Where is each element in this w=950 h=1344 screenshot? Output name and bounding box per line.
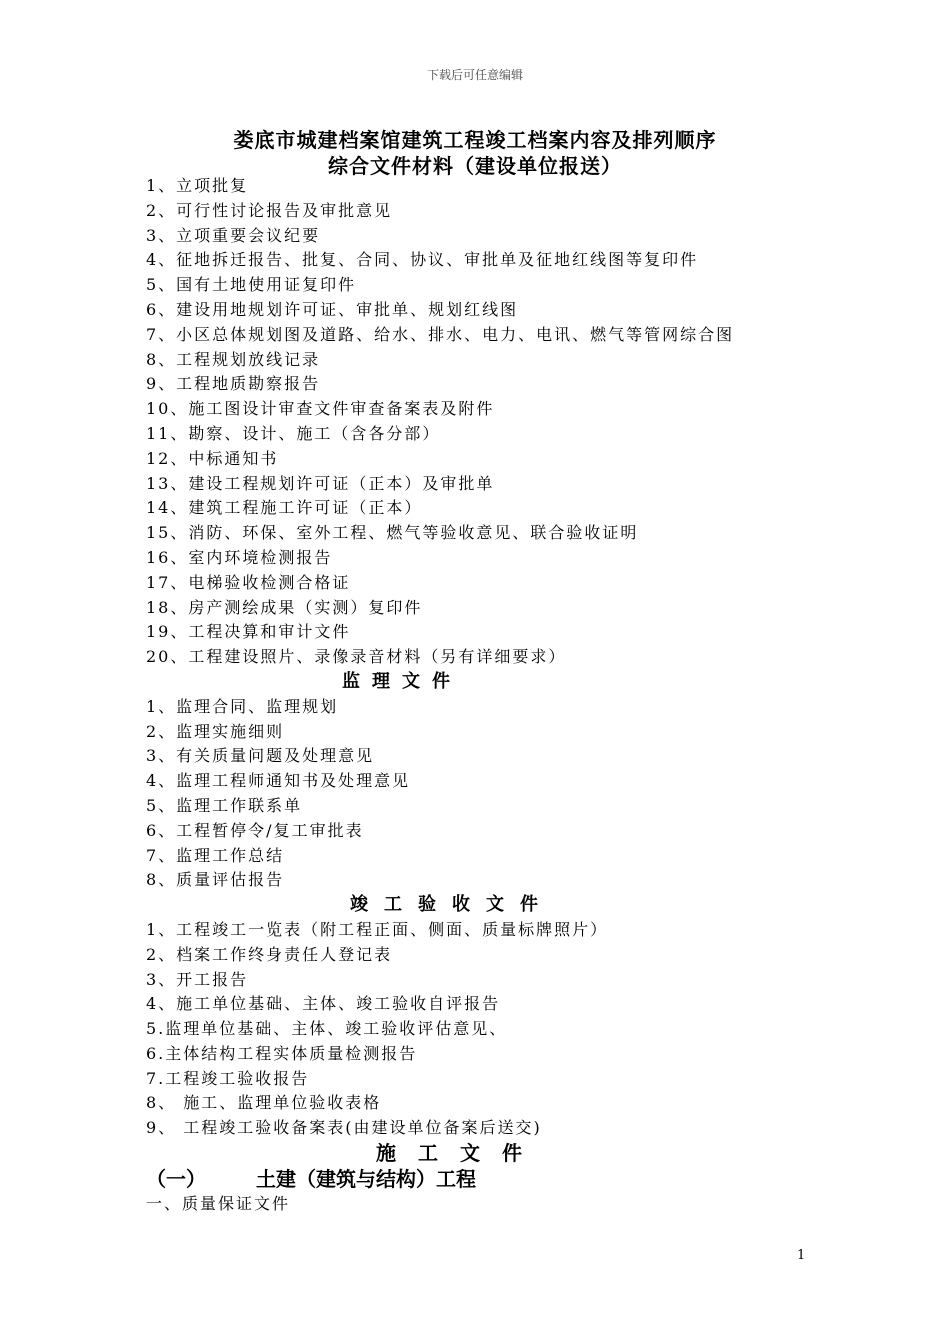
list-item: 8、质量评估报告: [146, 870, 285, 890]
list-item: 20、工程建设照片、录像录音材料（另有详细要求）: [146, 647, 567, 667]
list-item: 4、征地拆迁报告、批复、合同、协议、审批单及征地红线图等复印件: [146, 250, 699, 270]
document-title: 娄底市城建档案馆建筑工程竣工档案内容及排列顺序: [233, 128, 717, 152]
construction-subheading: [146, 1166, 846, 1192]
list-item: 5、国有土地使用证复印件: [146, 275, 357, 295]
list-item: 3、有关质量问题及处理意见: [146, 746, 375, 766]
list-item: 18、房产测绘成果（实测）复印件: [146, 597, 423, 617]
list-item: 17、电梯验收检测合格证: [146, 572, 351, 592]
comprehensive-list: [146, 174, 846, 670]
list-item: 3、开工报告: [146, 969, 249, 989]
supervision-heading: 监理文件: [342, 670, 462, 692]
document-body: [146, 174, 846, 1217]
supervision-list: [146, 695, 846, 893]
list-item: 2、档案工作终身责任人登记表: [146, 944, 393, 964]
list-item: 14、建筑工程施工许可证（正本）: [146, 498, 423, 518]
list-item: 3、立项重要会议纪要: [146, 225, 321, 245]
list-item: 12、中标通知书: [146, 448, 279, 468]
completion-list: [146, 918, 846, 1141]
subheading-number: （一）: [146, 1166, 206, 1191]
list-item: 6.主体结构工程实体质量检测报告: [146, 1043, 418, 1063]
list-item: 2、可行性讨论报告及审批意见: [146, 200, 393, 220]
list-item: 9、工程地质勘察报告: [146, 374, 321, 394]
list-item: 16、室内环境检测报告: [146, 547, 333, 567]
list-item: 6、工程暂停令/复工审批表: [146, 820, 364, 840]
list-item: 9、 工程竣工验收备案表(由建设单位备案后送交): [146, 1118, 542, 1138]
list-item: 7、小区总体规划图及道路、给水、排水、电力、电讯、燃气等管网综合图: [146, 324, 735, 344]
list-item: 7、监理工作总结: [146, 845, 285, 865]
list-item: 1、工程竣工一览表（附工程正面、侧面、质量标牌照片）: [146, 919, 609, 939]
list-item: 8、工程规划放线记录: [146, 349, 321, 369]
document-subtitle: 综合文件材料（建设单位报送）: [328, 154, 622, 178]
construction-heading: 施工文件: [376, 1141, 544, 1166]
list-item: 4、监理工程师通知书及处理意见: [146, 771, 411, 791]
subheading-title: 土建（建筑与结构）工程: [256, 1166, 476, 1191]
page-number: 1: [797, 1248, 806, 1263]
list-item: 一、质量保证文件: [146, 1193, 291, 1213]
list-item: 5.监理单位基础、主体、竣工验收评估意见、: [146, 1019, 508, 1039]
list-item: 7.工程竣工验收报告: [146, 1068, 310, 1088]
list-item: 2、监理实施细则: [146, 721, 285, 741]
list-item: 13、建设工程规划许可证（正本）及审批单: [146, 473, 495, 493]
list-item: 15、消防、环保、室外工程、燃气等验收意见、联合验收证明: [146, 523, 639, 543]
list-item: 1、监理合同、监理规划: [146, 696, 339, 716]
list-item: 5、监理工作联系单: [146, 795, 303, 815]
page-header: 下载后可任意编辑: [426, 68, 523, 82]
list-item: 8、 施工、监理单位验收表格: [146, 1093, 382, 1113]
list-item: 10、施工图设计审查文件审查备案表及附件: [146, 399, 495, 419]
completion-heading: 竣工验收文件: [350, 894, 554, 916]
list-item: 4、施工单位基础、主体、竣工验收自评报告: [146, 994, 501, 1014]
list-item: 11、勘察、设计、施工（含各分部）: [146, 423, 441, 443]
list-item: 6、建设用地规划许可证、审批单、规划红线图: [146, 299, 519, 319]
list-item: 1、立项批复: [146, 176, 249, 195]
list-item: 19、工程决算和审计文件: [146, 622, 351, 642]
